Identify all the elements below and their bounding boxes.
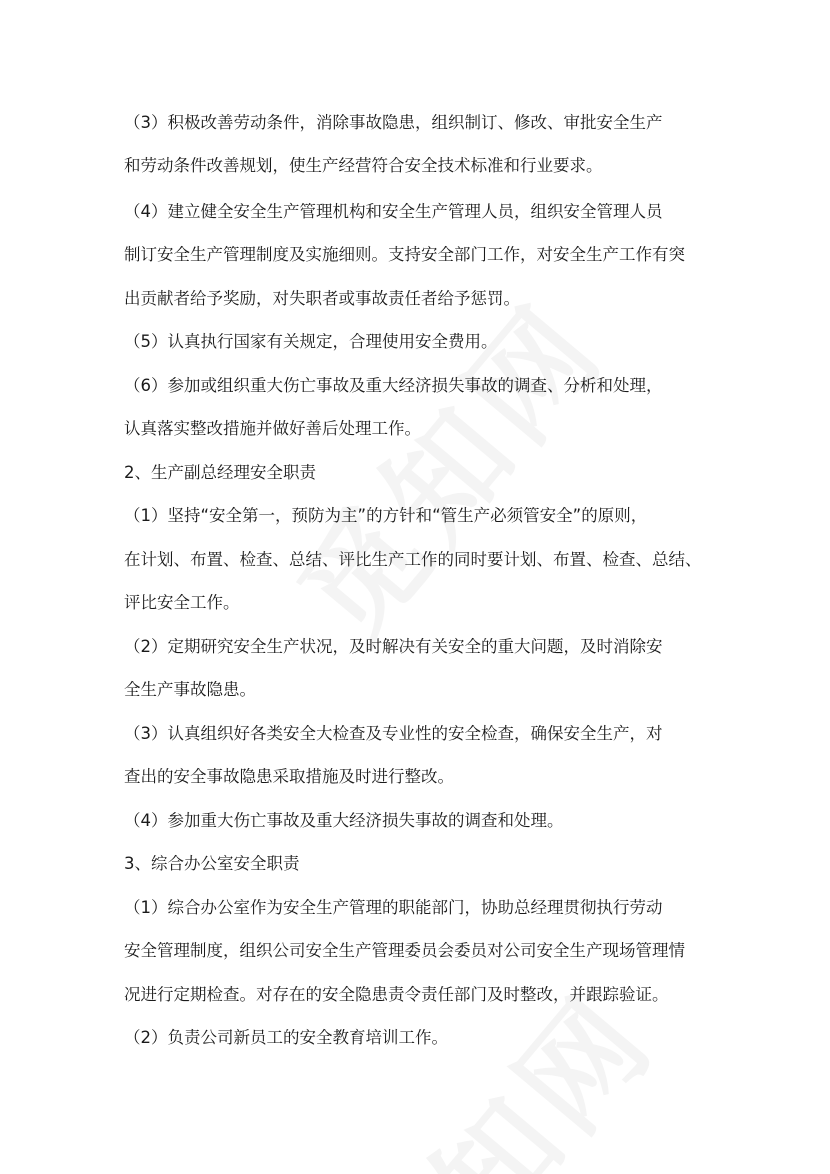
paragraph-line: （4）建立健全安全生产管理机构和安全生产管理人员，组织安全管理人员 (124, 202, 663, 221)
paragraph-line: （6）参加或组织重大伤亡事故及重大经济损失事故的调查、分析和处理， (124, 376, 663, 395)
paragraph-line: 全生产事故隐患。 (124, 680, 256, 699)
paragraph-line: 评比安全工作。 (124, 593, 240, 612)
paragraph-line: 和劳动条件改善规划，使生产经营符合安全技术标准和行业要求。 (124, 156, 603, 175)
paragraph-line: （5）认真执行国家有关规定，合理使用安全费用。 (124, 332, 498, 351)
paragraph-line: （1）坚持“安全第一，预防为主”的方针和“管生产必须管安全”的原则， (124, 506, 648, 525)
paragraph-line: 在计划、布置、检查、总结、评比生产工作的同时要计划、布置、检查、总结、 (124, 550, 702, 569)
paragraph-line: （2）定期研究安全生产状况，及时解决有关安全的重大问题，及时消除安 (124, 637, 663, 656)
paragraph-line: 制订安全生产管理制度及实施细则。支持安全部门工作，对安全生产工作有突 (124, 245, 685, 264)
paragraph-line: （4）参加重大伤亡事故及重大经济损失事故的调查和处理。 (124, 811, 564, 830)
paragraph-line: 查出的安全事故隐患采取措施及时进行整改。 (124, 767, 454, 786)
paragraph-line: 出贡献者给予奖励，对失职者或事故责任者给予惩罚。 (124, 289, 520, 308)
paragraph-line: 况进行定期检查。对存在的安全隐患责令责任部门及时整改，并跟踪验证。 (124, 985, 669, 1004)
paragraph-line: （2）负责公司新员工的安全教育培训工作。 (124, 1028, 448, 1047)
section-heading: 3、综合办公室安全职责 (124, 854, 300, 873)
section-heading: 2、生产副总经理安全职责 (124, 463, 316, 482)
paragraph-line: 安全管理制度，组织公司安全生产管理委员会委员对公司安全生产现场管理情 (124, 941, 685, 960)
paragraph-line: 认真落实整改措施并做好善后处理工作。 (124, 419, 421, 438)
paragraph-line: （3）积极改善劳动条件，消除事故隐患，组织制订、修改、审批安全生产 (124, 113, 663, 132)
paragraph-line: （1）综合办公室作为安全生产管理的职能部门，协助总经理贯彻执行劳动 (124, 898, 663, 917)
paragraph-line: （3）认真组织好各类安全大检查及专业性的安全检查，确保安全生产，对 (124, 724, 663, 743)
